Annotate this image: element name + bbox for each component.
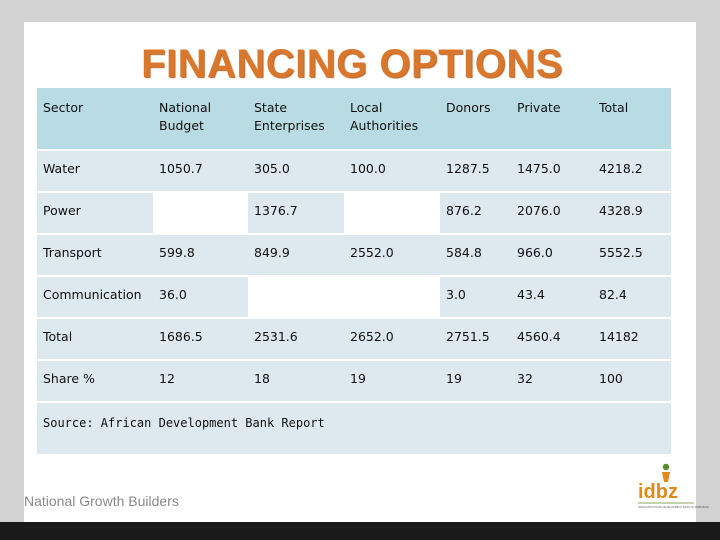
frame-top [0, 0, 720, 22]
table-cell-empty [344, 276, 440, 318]
table-row [37, 192, 671, 234]
table-cell: 82.4 [593, 276, 671, 318]
table-cell: 305.0 [248, 150, 344, 192]
table-cell: 100 [593, 360, 671, 402]
table-cell: 599.8 [153, 234, 248, 276]
header-donors: Donors [440, 88, 511, 150]
table-cell: 43.4 [511, 276, 593, 318]
table-row [37, 276, 671, 318]
logo-wordmark: idbz [638, 481, 678, 503]
table-cell: 876.2 [440, 192, 511, 234]
header-state-enterprises: State Enterprises [248, 88, 344, 150]
table-cell-empty [344, 192, 440, 234]
table-cell: 966.0 [511, 234, 593, 276]
table-cell: 2751.5 [440, 318, 511, 360]
table-cell-empty [248, 276, 344, 318]
logo-subtitle: INFRASTRUCTURE DEVELOPMENT BANK OF ZIMBABWE [638, 506, 709, 509]
header-total: Total [593, 88, 671, 150]
table-cell: Communication [37, 276, 153, 318]
table-row [37, 150, 671, 192]
table-cell: Water [37, 150, 153, 192]
slide-title: FINANCING OPTIONS [141, 42, 563, 86]
header-sector: Sector [37, 88, 153, 150]
table-cell: 3.0 [440, 276, 511, 318]
table-cell: 1050.7 [153, 150, 248, 192]
table-cell: 1475.0 [511, 150, 593, 192]
financing-table [37, 88, 671, 454]
table-cell: 12 [153, 360, 248, 402]
idbz-logo [636, 462, 709, 514]
table-cell: 1686.5 [153, 318, 248, 360]
table-row [37, 318, 671, 360]
table-cell: Total [37, 318, 153, 360]
table-row [37, 360, 671, 402]
table-cell-empty [153, 192, 248, 234]
logo-figure-icon [662, 464, 670, 482]
table-cell: 4218.2 [593, 150, 671, 192]
financing-table-grid [37, 88, 671, 403]
header-national-budget: National Budget [153, 88, 248, 150]
table-cell: 2652.0 [344, 318, 440, 360]
table-cell: 18 [248, 360, 344, 402]
table-cell: 32 [511, 360, 593, 402]
table-cell: 19 [344, 360, 440, 402]
table-cell: 14182 [593, 318, 671, 360]
source-note: Source: African Development Bank Report [43, 416, 325, 430]
table-header-row [37, 88, 671, 150]
table-row [37, 234, 671, 276]
table-cell: 2531.6 [248, 318, 344, 360]
table-cell: 2552.0 [344, 234, 440, 276]
table-cell: 849.9 [248, 234, 344, 276]
frame-left [0, 0, 24, 540]
table-cell: 100.0 [344, 150, 440, 192]
table-cell: Share % [37, 360, 153, 402]
frame-right [696, 0, 720, 540]
table-cell: Transport [37, 234, 153, 276]
header-private: Private [511, 88, 593, 150]
table-cell: 4560.4 [511, 318, 593, 360]
table-cell: 36.0 [153, 276, 248, 318]
footer-tagline: National Growth Builders [24, 493, 179, 509]
table-cell: 1376.7 [248, 192, 344, 234]
table-cell: 4328.9 [593, 192, 671, 234]
table-cell: 2076.0 [511, 192, 593, 234]
table-cell: Power [37, 192, 153, 234]
table-cell: 584.8 [440, 234, 511, 276]
bottom-strip [0, 522, 720, 540]
header-local-authorities: Local Authorities [344, 88, 440, 150]
table-cell: 19 [440, 360, 511, 402]
table-cell: 5552.5 [593, 234, 671, 276]
table-cell: 1287.5 [440, 150, 511, 192]
